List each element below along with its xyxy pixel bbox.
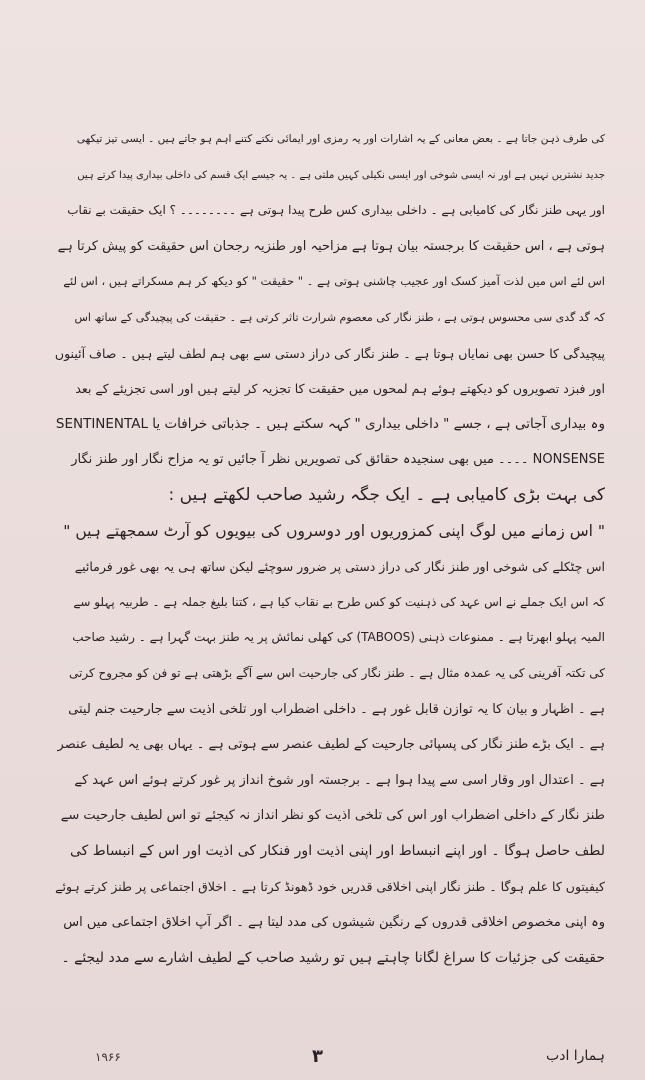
text-line: حقیقت کی جزئیات کا سراغ لگانا چاہتے ہیں تو رشید صاحب کے لطیف اشارے سے مدد لیجئے ۔ bbox=[61, 949, 605, 966]
body-text bbox=[55, 122, 605, 976]
text-line: اس چٹکلے کی شوخی اور طنز نگار کی دراز دستی پر ضرور سوچئے لیکن ساتھ ہی یہ بھی غور فرمائیے bbox=[74, 559, 605, 575]
text-line: کہ گد گدی سی محسوس ہوتی ہے ، طنز نگار کی معصوم شرارت تاثر کرتی ہے ۔ حقیقت کی پیچیدگی کے ساتھ اس bbox=[74, 310, 605, 324]
text-line: وہ بیداری آجاتی ہے ، جسے " داخلی بیداری " کہہ سکتے ہیں ۔ جذباتی خرافات یا SENTINENTAL bbox=[55, 415, 605, 432]
text-line: NONSENSE ۔۔۔۔ میں بھی سنجیدہ حقائق کی تصویریں نظر آ جائیں تو یہ مزاح نگار اور طنز نگار bbox=[71, 452, 605, 468]
text-line: اور یہی طنز نگار کی کامیابی ہے ۔ داخلی بیداری کس طرح پیدا ہوتی ہے ۔۔۔۔۔۔۔۔ ؟ ایک حقیقت بے نقاب bbox=[67, 203, 605, 218]
footer-year: ۱۹۶۶ bbox=[95, 1050, 121, 1064]
text-line: کی طرف ذہن جاتا ہے ۔ بعض معانی کے یہ اشارات اور یہ رمزی اور ایمائی نکتے کتنے اہم ہو جاتے ہیں ۔ ایسی تیز تیکھی bbox=[76, 133, 605, 145]
text-line: المیہ پہلو ابھرتا ہے ۔ ممنوعات ذہنی (TABOOS) کی کھلی نمائش پر یہ طنز بہت گہرا ہے ۔ رشید صاحب bbox=[72, 630, 605, 645]
page-number: ۳ bbox=[312, 1046, 323, 1067]
text-line: اس لئے اس میں لذت آمیز کسک اور عجیب چاشنی ہوتی ہے ۔ " حقیقت " کو دیکھ کر ہم مسکراتے ہیں ، اس لئے bbox=[63, 274, 605, 289]
text-line: اور فبزد تصویروں کو دیکھتے ہوئے ہم لمحوں میں حقیقت کا تجزیہ کر لیتے ہیں اور اسی تجزیئے کے بعد bbox=[75, 381, 605, 397]
text-line: کیفیتوں کا علم ہوگا ۔ طنز نگار اپنی اخلاقی قدریں خود ڈھونڈ کرتا ہے ۔ اخلاق اجتماعی پر طنز کرتے ہوئے bbox=[55, 879, 605, 895]
text-line: جدید نشتریں نہیں ہے اور نہ ایسی شوخی اور ایسی نکیلی کہیں ملتی ہے ۔ یہ جیسے ایک قسم کی داخلی بیداری پیدا کرتے ہیں bbox=[77, 169, 605, 181]
text-line: پیچیدگی کا حسن بھی نمایاں ہوتا ہے ۔ طنز نگار کی دراز دستی سے بھی ہم لطف لیتے ہیں ۔ صاف آئینوں bbox=[55, 345, 605, 361]
text-line: طنز نگار کے داخلی اضطراب اور اس کی تلخی اذیت کو نظر انداز نہ کیجئے تو اس لطیف جارحیت سے bbox=[60, 808, 605, 824]
text-line: کی تکتہ آفرینی کی یہ عمدہ مثال ہے ۔ طنز نگار کی جارحیت اس سے آگے بڑھتی ہے تو فن کو مجروح کرتی bbox=[68, 665, 605, 680]
text-line: وہ اپنی مخصوص اخلاقی قدروں کے رنگین شیشوں کی مدد لیتا ہے ۔ اگر آپ اخلاق اجتماعی میں اس bbox=[63, 915, 605, 931]
text-line: ہے ۔ اعتدال اور وقار اسی سے پیدا ہوا ہے ۔ برجستہ اور شوخ انداز پر غور کرتے ہوئے اس عہد کے bbox=[74, 772, 605, 788]
text-line: لطف حاصل ہوگا ۔ اور اپنے انبساط اور اپنی اذیت اور فنکار کی اذیت اور اس کے انبساط کی bbox=[69, 842, 605, 859]
text-line: کہ اس ایک جملے نے اس عہد کی ذہنیت کو کس طرح بے نقاب کیا ہے ، کتنا بلیغ جملہ ہے ۔ طربیہ پہلو سے bbox=[73, 594, 605, 609]
text-line: ہے ۔ اظہار و بیان کا یہ توازن قابل غور ہے ۔ داخلی اضطراب اور تلخی اذیت سے جارحیت جنم لیتی bbox=[68, 701, 605, 717]
text-line: کی بہت بڑی کامیابی ہے ۔ ایک جگہ رشید صاحب لکھتے ہیں : bbox=[168, 484, 605, 505]
quote-line: " اس زمانے میں لوگ اپنی کمزوریوں اور دوسروں کی بیویوں کو آرٹ سمجھتے ہیں " bbox=[63, 521, 605, 540]
text-line: ہوتی ہے ، اس حقیقت کا برجستہ بیان ہوتا ہے مزاحیہ اور طنزیہ رجحان اس حقیقت کو پیش کرتا ہے bbox=[57, 238, 605, 254]
text-line: ہے ۔ ایک بڑے طنز نگار کی پسپائی جارحیت کے لطیف عنصر سے ہوتی ہے ۔ یہاں بھی یہ لطیف عنصر bbox=[57, 737, 605, 753]
journal-name: ہمارا ادب bbox=[546, 1048, 605, 1064]
page-footer bbox=[0, 1040, 645, 1070]
